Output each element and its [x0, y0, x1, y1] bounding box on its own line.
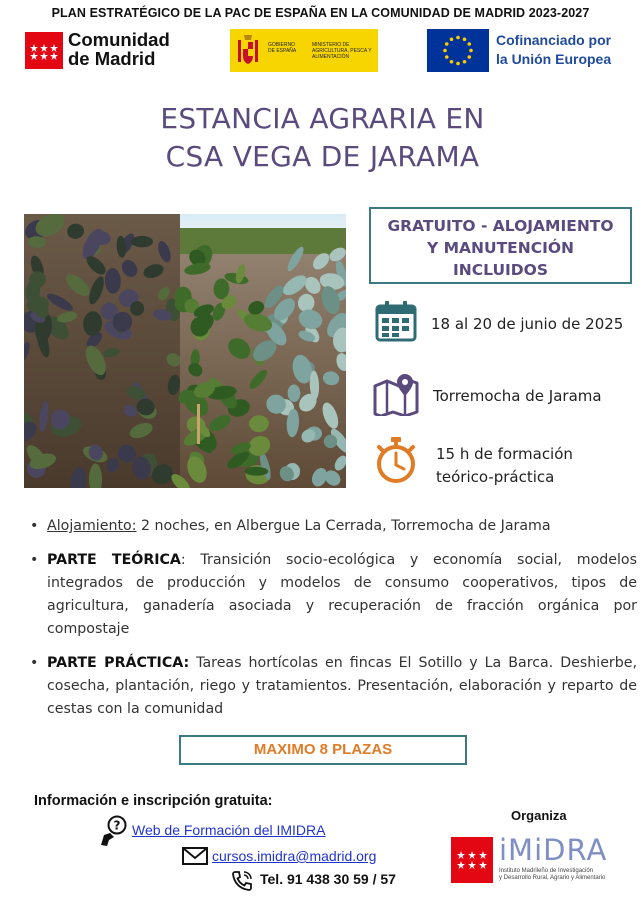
list-item-practica: • PARTE PRÁCTICA: Tareas hortícolas en fincas El Sotillo y La Barca. Deshierbe, cosecha, plantación, riego y tratamientos. Presentación, elaboración y reparto de cestas con la comunidad: [30, 652, 637, 721]
free-accommodation-box: GRATUITO - ALOJAMIENTO Y MANUTENCIÓN INCLUIDOS: [369, 207, 632, 284]
ministerio-label: MINISTERIO DE AGRICULTURA, PESCA Y ALIMENTACIÓN: [312, 42, 372, 60]
imidra-wordmark: iMiDRA: [499, 833, 608, 867]
phone-icon: [231, 870, 253, 892]
eu-flag-icon: [427, 29, 489, 72]
madrid-flag-icon: [451, 837, 493, 883]
gobierno-label: GOBIERNO DE ESPAÑA: [268, 42, 297, 54]
page-title: ESTANCIA AGRARIA EN CSA VEGA DE JARAMA: [160, 102, 485, 173]
list-item-teorica: • PARTE TEÓRICA: Transición socio-ecológica y economía social, modelos integrados de producción y modelos de consumo cooperativos, tipos de agricultura, ganadería asociada y recuperación de fracción orgánica por compostaje: [30, 549, 637, 641]
plan-title: PLAN ESTRATÉGICO DE LA PAC DE ESPAÑA EN LA COMUNIDAD DE MADRID 2023-2027: [51, 6, 590, 20]
crops-photo: [24, 214, 346, 488]
location-text: Torremocha de Jarama: [433, 387, 602, 405]
calendar-icon: [374, 299, 418, 343]
email-link[interactable]: cursos.imidra@madrid.org: [212, 848, 377, 864]
list-item-alojamiento: • Alojamiento: 2 noches, en Albergue La Cerrada, Torremocha de Jarama: [30, 515, 637, 538]
comunidad-madrid-wordmark: Comunidad de Madrid: [68, 29, 170, 69]
date-text: 18 al 20 de junio de 2025: [431, 315, 624, 333]
contact-heading: Información e inscripción gratuita:: [34, 793, 273, 809]
imidra-training-web-link[interactable]: Web de Formación del IMIDRA: [132, 822, 326, 838]
imidra-subtitle: Instituto Madrileño de Investigación y Desarrollo Rural, Agrario y Alimentario: [499, 868, 606, 881]
hours-text: 15 h de formación teórico-práctica: [436, 445, 573, 486]
program-details-list: [30, 515, 637, 732]
comunidad-madrid-logo: [25, 30, 185, 72]
gobierno-espana-logo: [230, 29, 378, 72]
imidra-logo: [451, 835, 631, 883]
svg-text:?: ?: [113, 818, 121, 833]
max-places-badge: MAXIMO 8 PLAZAS: [179, 735, 467, 765]
spain-shield-icon: [237, 34, 259, 67]
hand-question-icon: [100, 815, 128, 847]
map-pin-icon: [372, 372, 420, 416]
organizer-label: Organiza: [511, 808, 567, 823]
mail-icon: [181, 846, 209, 866]
stopwatch-icon: [373, 436, 419, 484]
madrid-flag-icon: [25, 32, 63, 69]
phone-number: Tel. 91 438 30 59 / 57: [260, 871, 396, 887]
eu-cofinanced-label: Cofinanciado por la Unión Europea: [496, 32, 612, 67]
